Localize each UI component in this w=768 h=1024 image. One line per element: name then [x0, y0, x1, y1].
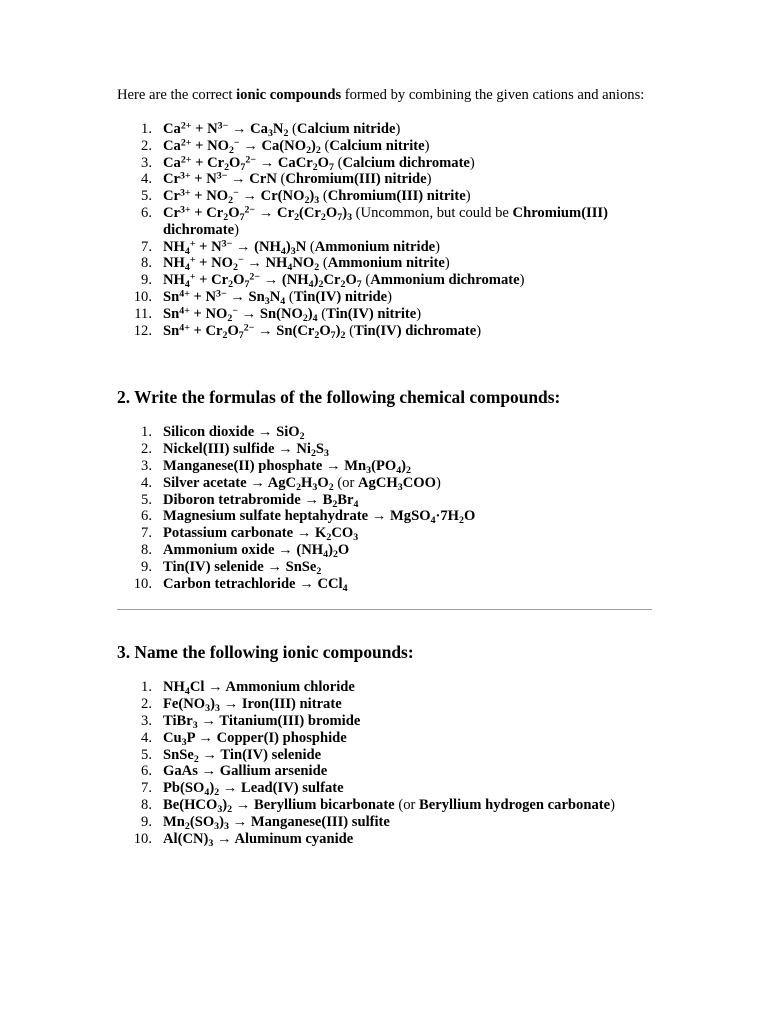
compound-name: Calcium nitride	[296, 121, 396, 137]
item-number: 11.	[134, 305, 152, 322]
list-item: 9. $NH_4^+ + Cr_2O_7^{2-} \to (NH_4)_2Cr_2O_7$ (Ammonium dichromate)	[117, 272, 657, 289]
cation-anion-combination-list	[117, 121, 657, 339]
item-number: 10.	[133, 575, 152, 592]
item-number: 10.	[133, 288, 152, 305]
item-number: 7.	[141, 238, 152, 255]
compound-name: Lead(IV) sulfate	[241, 780, 344, 797]
item-number: 3.	[141, 457, 152, 474]
compound-name: Ammonium nitrite	[327, 255, 445, 272]
compound-name: Copper(I) phosphide	[216, 729, 347, 746]
list-item: 1. $Ca^{2+} + N^{3-} \to Ca_3N_2$ (Calcium nitride)	[117, 121, 657, 138]
list-item: 2. $Ca^{2+} + NO_2^- \to Ca(NO_2)_2$ (Calcium nitrite)	[117, 138, 657, 155]
list-item: 8. $NH_4^+ + NO_2^- \to NH_4NO_2$ (Ammonium nitrite)	[117, 255, 657, 272]
document-page	[117, 87, 657, 847]
section-2-heading: 2. Write the formulas of the following chemical compounds:	[117, 387, 561, 408]
item-number: 4.	[141, 474, 152, 491]
alt-suffix: )	[610, 796, 615, 813]
compound-name: Tin(IV) nitride	[293, 288, 388, 305]
item-number: 6.	[141, 204, 152, 221]
list-item: 4. $Cr^{3+} + N^{3-}$ → CrN (Chromium(III) nitride)	[117, 171, 657, 188]
item-number: 2.	[141, 696, 152, 713]
compound-name: Silver acetate	[163, 474, 247, 491]
list-item: 8. $Be(HCO_3)_2$ → Beryllium bicarbonate (or Beryllium hydrogen carbonate)	[117, 797, 657, 814]
item-number: 10.	[133, 830, 152, 847]
list-item: 6. Magnesium sulfate heptahydrate → $MgSO_4\cdot 7H_2O$	[117, 508, 657, 525]
item-number: 4.	[141, 171, 152, 188]
item-number: 9.	[141, 558, 152, 575]
item-number: 9.	[141, 272, 152, 289]
item-number: 4.	[141, 729, 152, 746]
item-number: 7.	[141, 780, 152, 797]
item-number: 2.	[141, 441, 152, 458]
compound-name: Carbon tetrachloride	[163, 575, 296, 592]
list-item: 4. Silver acetate → $AgC_2H_3O_2$ (or AgCH$_3$COO)	[117, 475, 657, 492]
item-number: 8.	[141, 796, 152, 813]
list-item: 7. Potassium carbonate → $K_2CO_3$	[117, 525, 657, 542]
list-item: 9. $Mn_2(SO_3)_3$ → Manganese(III) sulfite	[117, 814, 657, 831]
compound-name: Magnesium sulfate heptahydrate	[163, 508, 369, 525]
compound-name: Ammonium oxide	[163, 541, 275, 558]
list-item: 2. Nickel(III) sulfide → $Ni_2S_3$	[117, 441, 657, 458]
list-item: 10. $Al(CN)_3$ → Aluminum cyanide	[117, 831, 657, 848]
compound-name: Potassium carbonate	[163, 525, 294, 542]
compound-name: Chromium(III) nitrite	[327, 188, 466, 205]
item-number: 8.	[141, 255, 152, 272]
alt-suffix: )	[435, 474, 441, 491]
item-number: 12.	[133, 322, 152, 339]
list-item: 7. $Pb(SO_4)_2$ → Lead(IV) sulfate	[117, 780, 657, 797]
compound-name: Tin(IV) dichromate	[353, 322, 477, 339]
compound-name: Diboron tetrabromide	[163, 491, 301, 508]
compound-name: Ammonium nitride	[314, 238, 436, 255]
note-text: (Uncommon, but could be	[355, 204, 509, 221]
item-number: 9.	[141, 813, 152, 830]
item-number: 5.	[141, 746, 152, 763]
list-item: 10. $Sn^{4+} + N^{3-} \to Sn_3N_4$ (Tin(IV) nitride)	[117, 289, 657, 306]
list-item: 8. Ammonium oxide → $(NH_4)_2O$	[117, 542, 657, 559]
compound-name: Manganese(III) sulfite	[250, 813, 390, 830]
compound-name: Tin(IV) nitrite	[326, 305, 417, 322]
compound-name: Aluminum cyanide	[234, 830, 354, 847]
compound-name: Manganese(II) phosphate	[163, 457, 323, 474]
formula: GaAs	[163, 763, 198, 780]
list-item: 11. $Sn^{4+} + NO_2^- \to Sn(NO_2)_4$ (Tin(IV) nitrite)	[117, 306, 657, 323]
compound-name: Ammonium dichromate	[370, 272, 520, 289]
item-number: 7.	[141, 525, 152, 542]
compound-name: Chromium(III) dichromate	[163, 204, 608, 238]
compound-name: Silicon dioxide	[163, 424, 255, 441]
item-number: 8.	[141, 541, 152, 558]
list-item: 6. $Cr^{3+} + Cr_2O_7^{2-} \to Cr_2(Cr_2O_7)_3$ (Uncommon, but could be Chromium(III) dichromate)	[117, 205, 657, 239]
item-number: 5.	[141, 188, 152, 205]
intro-paragraph	[117, 87, 657, 104]
compound-name: Tin(IV) selenide	[163, 558, 264, 575]
section-divider	[117, 609, 652, 610]
list-item: 7. $NH_4^+ + N^{3-} \to (NH_4)_3N$ (Ammonium nitride)	[117, 239, 657, 256]
item-number: 6.	[141, 763, 152, 780]
list-item: 3. Manganese(II) phosphate → $Mn_3(PO_4)_2$	[117, 458, 657, 475]
list-item: 2. $Fe(NO_3)_3$ → Iron(III) nitrate	[117, 696, 657, 713]
list-item: 10. Carbon tetrachloride → CCl$_4$	[117, 576, 657, 593]
compound-name: Ammonium chloride	[225, 679, 355, 696]
item-number: 2.	[141, 137, 152, 154]
compound-name: Beryllium bicarbonate	[254, 796, 395, 813]
list-item: 4. $Cu_3P$ → Copper(I) phosphide	[117, 730, 657, 747]
item-number: 1.	[141, 679, 152, 696]
list-item: 5. SnSe$_2$ → Tin(IV) selenide	[117, 747, 657, 764]
compound-name: Titanium(III) bromide	[219, 712, 361, 729]
list-item: 1. $NH_4Cl$ → Ammonium chloride	[117, 679, 657, 696]
list-item: 3. $Ca^{2+} + Cr_2O_7^{2-}$ → $CaCr_2O_7$ (Calcium dichromate)	[117, 155, 657, 172]
item-number: 5.	[141, 491, 152, 508]
item-number: 1.	[141, 424, 152, 441]
intro-bold-term: ionic compounds	[236, 87, 342, 103]
alt-prefix: (or	[398, 796, 416, 813]
list-item: 5. $Cr^{3+} + NO_2^- \to Cr(NO_2)_3$ (Chromium(III) nitrite)	[117, 188, 657, 205]
list-item: 9. Tin(IV) selenide → SnSe$_2$	[117, 559, 657, 576]
alt-prefix: (or	[337, 474, 355, 491]
section-3-heading: 3. Name the following ionic compounds:	[117, 642, 414, 663]
naming-list	[117, 679, 657, 847]
compound-name: Iron(III) nitrate	[241, 696, 342, 713]
formula-list	[117, 424, 657, 592]
compound-name: Gallium arsenide	[219, 763, 328, 780]
list-item: 12. $Sn^{4+} + Cr_2O_7^{2-} \to Sn(Cr_2O_7)_2$ (Tin(IV) dichromate)	[117, 323, 657, 340]
item-number: 3.	[141, 154, 152, 171]
compound-name: Tin(IV) selenide	[220, 746, 322, 763]
compound-name: Calcium nitrite	[329, 137, 425, 154]
list-item: 3. TiBr$_3$ → Titanium(III) bromide	[117, 713, 657, 730]
list-item: 1. Silicon dioxide → SiO$_2$	[117, 424, 657, 441]
intro-text-start: Here are the correct	[117, 87, 237, 103]
list-item: 5. Diboron tetrabromide → $B_2Br_4$	[117, 492, 657, 509]
compound-name: Chromium(III) nitride	[285, 171, 427, 188]
compound-name: Nickel(III) sulfide	[163, 441, 275, 458]
compound-name: Calcium dichromate	[342, 154, 470, 171]
item-number: 6.	[141, 508, 152, 525]
list-item: 6. GaAs → Gallium arsenide	[117, 763, 657, 780]
item-number: 3.	[141, 712, 152, 729]
item-number: 1.	[141, 121, 152, 137]
intro-text-end: formed by combining the given cations and anions:	[341, 87, 645, 103]
alt-compound-name: Beryllium hydrogen carbonate	[419, 796, 611, 813]
